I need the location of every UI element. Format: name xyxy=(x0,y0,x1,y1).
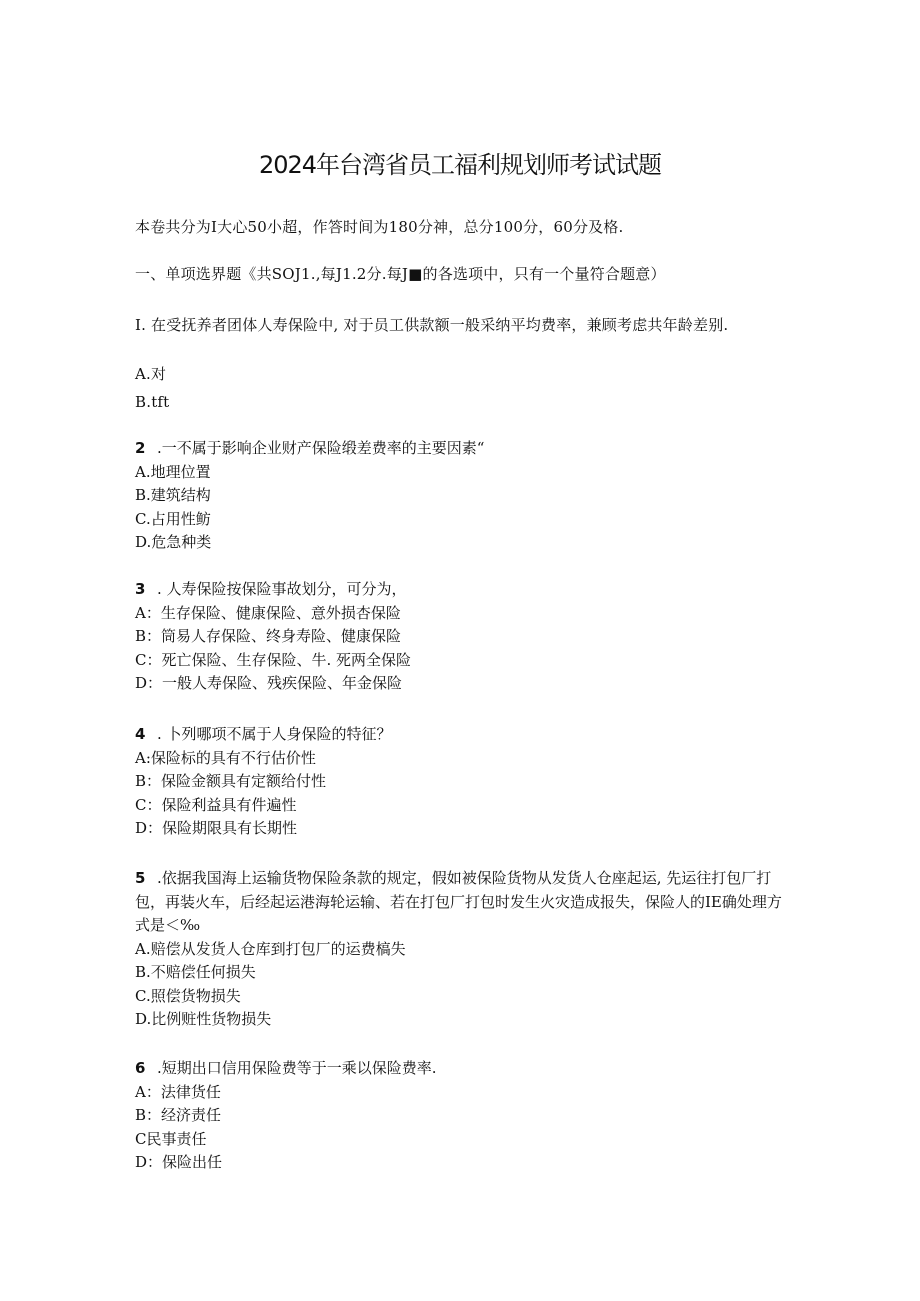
question-text: . 人寿保险按保险事故划分，可分为， xyxy=(157,580,407,598)
question-text: .依据我国海上运输货物保险条款的规定，假如被保险货物从发货人仓座起运, 先运往打包厂打包，再装火车，后经起运港海轮运输、若在打包厂打包时发生火灾造成报失，保险人的IE确处理方式是＜‰ xyxy=(135,869,782,934)
question-1-stem: I. 在受抚养者团体人寿保险中, 对于员工供款额一般采纳平均费率，兼顾考虑共年龄差别. xyxy=(135,316,729,334)
question-5-option-a: A.赔偿从发货人仓库到打包厂的运费槁失 xyxy=(135,939,406,958)
question-2-option-d: D.危急种类 xyxy=(135,533,212,551)
question-6-option-a: A：法律货任 xyxy=(135,1082,221,1101)
question-3-option-b: B：筒易人存保险、终身寿险、健康保险 xyxy=(135,627,402,645)
question-5-option-c: C.照偿货物损失 xyxy=(135,986,241,1005)
question-number: 5 xyxy=(135,869,146,887)
question-text: . 卜列哪项不属于人身保险的特征？ xyxy=(157,725,392,743)
question-1-option-a: A.对 xyxy=(135,365,167,383)
question-4-option-a: A:保险标的具有不行估价性 xyxy=(135,748,316,767)
question-3-option-c: C：死亡保险、生存保险、牛. 死两全保险 xyxy=(135,650,412,669)
question-3-option-a: A：生存保险、健康保险、意外损杏保险 xyxy=(135,603,401,622)
question-2 xyxy=(135,437,484,555)
question-5-option-d: D.比例赃性货物损失 xyxy=(135,1010,272,1028)
question-4-stem xyxy=(135,723,392,747)
question-6-option-d: D：保险出任 xyxy=(135,1153,223,1171)
question-number: 4 xyxy=(135,725,146,743)
question-5-option-b: B.不赔偿任何损失 xyxy=(135,963,256,981)
question-4-option-d: D：保险期限具有长期性 xyxy=(135,819,298,837)
question-2-option-c: C.占用性鲂 xyxy=(135,509,211,528)
question-5 xyxy=(135,867,785,1032)
question-2-stem xyxy=(135,437,484,461)
question-6-stem xyxy=(135,1057,437,1081)
question-1-option-b: B.tft xyxy=(135,393,170,411)
question-2-option-b: B.建筑结构 xyxy=(135,486,211,504)
question-number: 3 xyxy=(135,580,146,598)
exam-instructions: 本卷共分为I大心50小超，作答时间为180分神，总分100分，60分及格. xyxy=(135,218,624,236)
question-6 xyxy=(135,1057,437,1175)
question-text: .短期出口信用保险费等于一乘以保险费率. xyxy=(157,1059,437,1077)
question-5-stem xyxy=(135,867,785,938)
question-number: 6 xyxy=(135,1059,146,1077)
question-4-option-c: C：保险利益具有件遍性 xyxy=(135,795,297,814)
question-2-option-a: A.地理位置 xyxy=(135,462,211,481)
question-6-option-b: B：经济责任 xyxy=(135,1106,222,1124)
question-text: .一不属于影响企业财产保险缎差费率的主要因素“ xyxy=(157,439,485,457)
section-heading: 一、单项选界题《共SOJ1.,每J1.2分.每J■的各选项中，只有一个量符合题意） xyxy=(135,265,666,283)
question-3-option-d: D：一般人寿保险、残疾保险、年金保险 xyxy=(135,674,403,692)
question-3 xyxy=(135,578,411,696)
question-number: 2 xyxy=(135,439,146,457)
document-title: 2024年台湾省员工福利规划师考试试题 xyxy=(258,151,662,179)
question-3-stem xyxy=(135,578,411,602)
question-6-option-c: C民事责任 xyxy=(135,1129,207,1148)
question-4-option-b: B：保险金额具有定额给付性 xyxy=(135,772,327,790)
question-4 xyxy=(135,723,392,841)
